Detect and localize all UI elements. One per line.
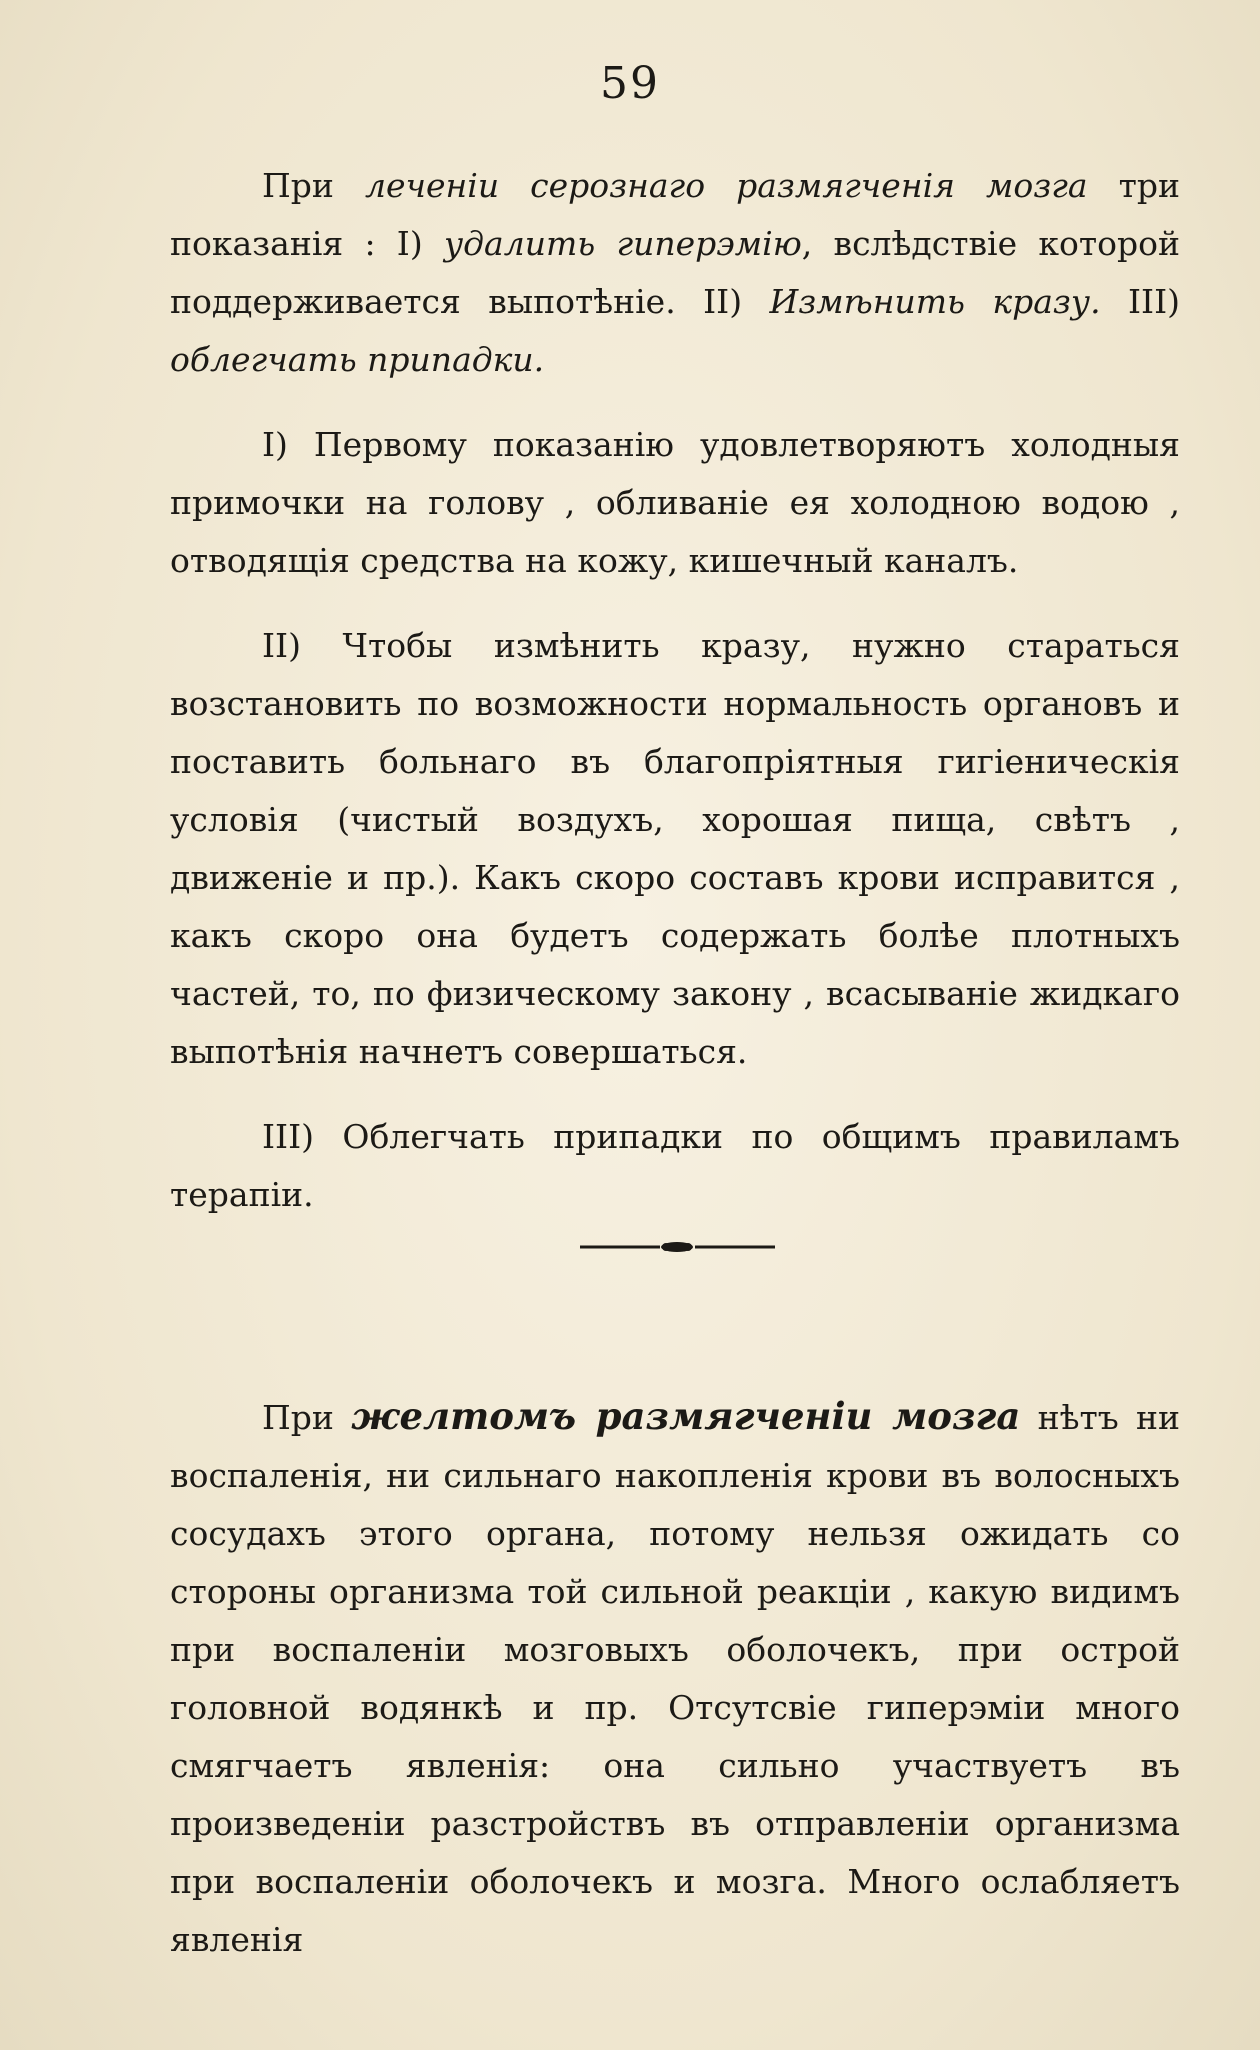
paragraph-third-indication: III) Облегчать припадки по общимъ правиламъ терапіи.	[170, 1117, 1180, 1214]
treatment-section	[170, 157, 1180, 1251]
text-run: нѣтъ ни воспаленія, ни сильнаго накопленія крови въ волосныхъ сосудахъ этого органа, потому нельзя ожидать со стороны организма той сильной реакціи , какую видимъ при воспаленіи мозговыхъ оболочекъ, при острой головной водянкѣ и пр. Отсутсвіе гиперэміи много смягчаетъ явленія: она сильно участвуетъ въ произведеніи разстройствъ въ отправленіи организма при воспаленіи оболочекъ и мозга. Много ослабляетъ явленія	[170, 1398, 1180, 1959]
page-number: 59	[600, 58, 660, 109]
paragraph-first-indication: I) Первому показанію удовлетворяютъ холодныя примочки на голову , обливаніе ея холодною водою , отводящія средства на кожу, кишечный каналъ.	[170, 425, 1180, 580]
italic-term: леченіи серознаго размягченія мозга	[364, 166, 1088, 205]
text-run: три показанія : I)	[170, 166, 1180, 263]
text-run: , вслѣдствіе которой поддерживается выпотѣніе. II)	[170, 224, 1180, 321]
italic-term: удалить гиперэмію	[443, 224, 802, 263]
italic-term: облегчать припадки.	[170, 340, 545, 379]
italic-term: Измѣнить кразу.	[769, 282, 1101, 321]
emphasized-term: желтомъ размягченіи мозга	[351, 1394, 1021, 1438]
text-run: III)	[1100, 282, 1180, 321]
text-run: При	[262, 1398, 352, 1437]
yellow-softening-section	[170, 1387, 1180, 1996]
divider-ornament	[580, 1238, 775, 1256]
paragraph-second-indication: II) Чтобы измѣнить кразу, нужно стараться возстановить по возможности нормальность органовъ и поставить больнаго въ благопріятныя гигіеническія условія (чистый воздухъ, хорошая пища, свѣтъ , движеніе и пр.). Какъ скоро составъ крови исправится , какъ скоро она будетъ содержать болѣе плотныхъ частей, то, по физическому закону , всасываніе жидкаго выпотѣнія начнетъ совершаться.	[170, 626, 1180, 1071]
paragraph-yellow-softening	[170, 1387, 1180, 1969]
paragraph-indications	[170, 157, 1180, 389]
text-run: При	[262, 166, 365, 205]
